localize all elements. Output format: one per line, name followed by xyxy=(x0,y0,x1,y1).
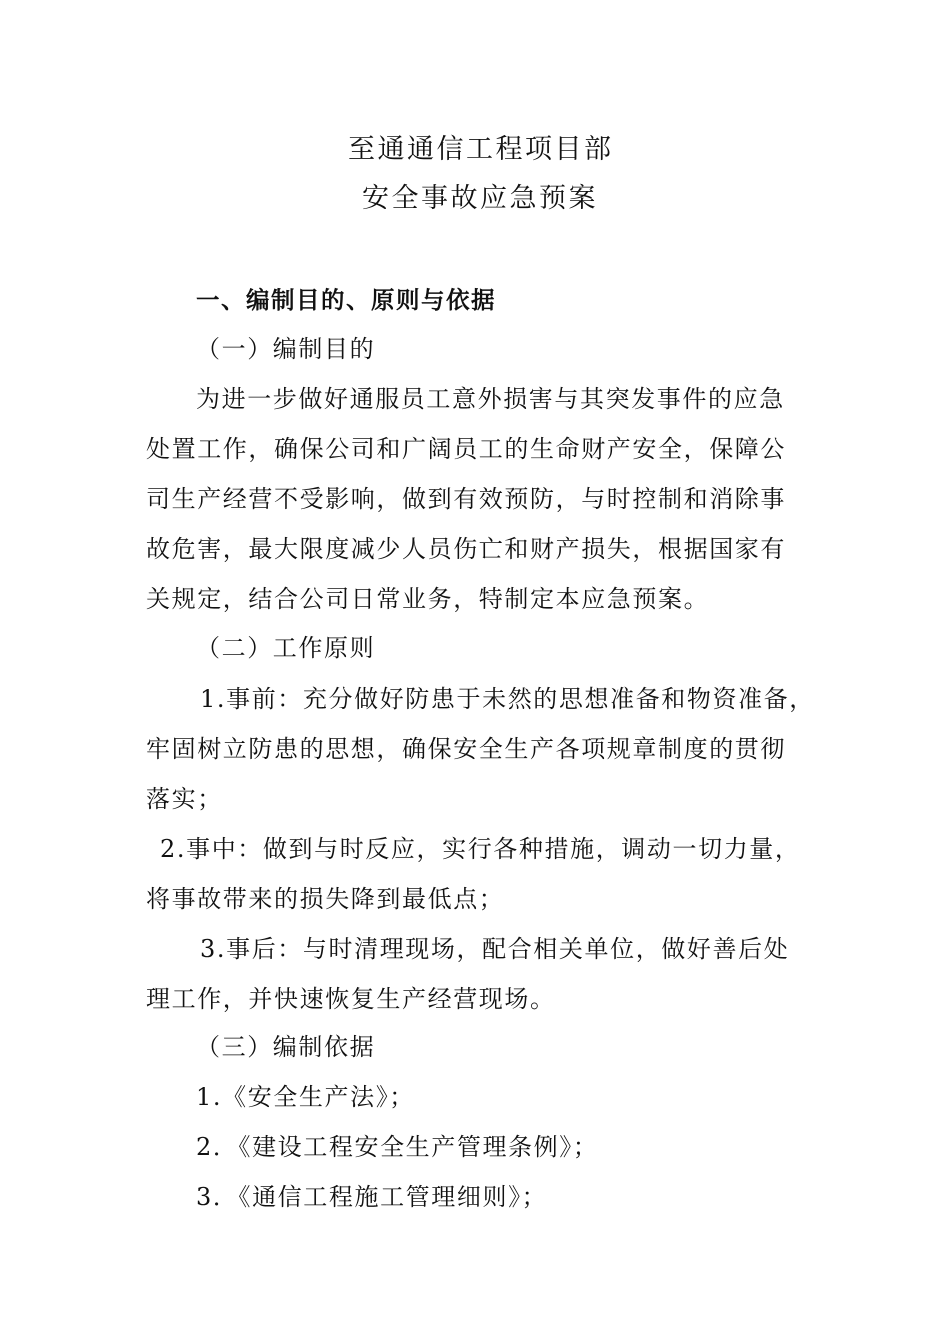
subsection-heading-basis: （三）编制依据 xyxy=(196,1033,376,1061)
list-item: 1.《安全生产法》； xyxy=(196,1083,415,1111)
paragraph-line: 故危害，最大限度减少人员伤亡和财产损失，根据国家有 xyxy=(146,535,786,563)
paragraph-line: 司生产经营不受影响，做到有效预防，与时控制和消除事 xyxy=(146,485,786,513)
paragraph-line: 2.事中：做到与时反应，实行各种措施，调动一切力量， xyxy=(160,835,801,863)
list-item: 3．《通信工程施工管理细则》； xyxy=(196,1183,548,1211)
subsection-heading-principles: （二）工作原则 xyxy=(196,634,376,662)
list-item: 2．《建设工程安全生产管理条例》； xyxy=(196,1133,599,1161)
paragraph-line: 牢固树立防患的思想，确保安全生产各项规章制度的贯彻 xyxy=(146,735,786,763)
paragraph-line: 3.事后：与时清理现场，配合相关单位，做好善后处 xyxy=(200,935,790,963)
paragraph-line: 关规定，结合公司日常业务，特制定本应急预案。 xyxy=(146,585,710,613)
paragraph-line: 理工作，并快速恢复生产经营现场。 xyxy=(146,985,556,1013)
paragraph-line: 为进一步做好通服员工意外损害与其突发事件的应急 xyxy=(196,385,785,413)
subsection-heading-purpose: （一）编制目的 xyxy=(196,335,376,363)
document-title: 至通通信工程项目部 xyxy=(348,134,614,165)
paragraph-line: 1.事前：充分做好防患于未然的思想准备和物资准备， xyxy=(200,685,815,713)
section-heading: 一、编制目的、原则与依据 xyxy=(196,286,496,314)
paragraph-line: 落实； xyxy=(146,785,223,813)
document-subtitle: 安全事故应急预案 xyxy=(362,183,598,214)
paragraph-line: 处置工作，确保公司和广阔员工的生命财产安全，保障公 xyxy=(146,435,786,463)
paragraph-line: 将事故带来的损失降到最低点； xyxy=(146,885,505,913)
